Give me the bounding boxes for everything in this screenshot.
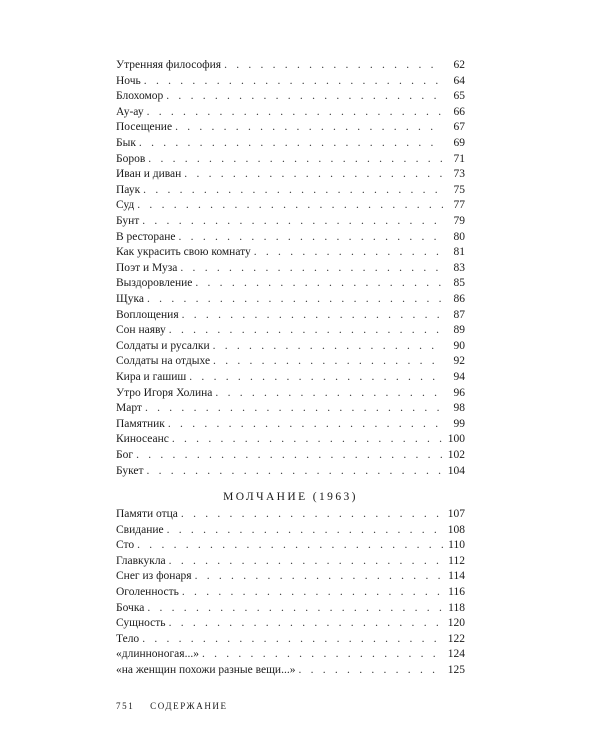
toc-entry-page: 71 bbox=[453, 152, 465, 165]
toc-entry-title: Поэт и Муза bbox=[116, 261, 178, 274]
toc-entry-title: Солдаты на отдыхе bbox=[116, 355, 211, 368]
toc-entry bbox=[116, 229, 465, 245]
toc-entry-title: Сущность bbox=[116, 617, 166, 630]
dot-leader bbox=[148, 151, 443, 167]
dot-leader bbox=[139, 135, 443, 151]
toc-entry-title: Киносеанс bbox=[116, 433, 169, 446]
toc-entry bbox=[116, 631, 465, 647]
dot-leader bbox=[142, 213, 443, 229]
toc-entry bbox=[116, 119, 465, 135]
toc-entry bbox=[116, 57, 465, 73]
toc-entry bbox=[116, 275, 465, 291]
toc-entry-page: 114 bbox=[448, 570, 465, 583]
toc-entry-title: Бунт bbox=[116, 215, 140, 227]
toc-entry bbox=[116, 416, 465, 432]
toc-entry bbox=[116, 104, 465, 120]
dot-leader bbox=[147, 104, 443, 120]
dot-leader bbox=[215, 385, 443, 401]
toc-entry bbox=[116, 568, 465, 584]
toc-entry-page: 75 bbox=[453, 183, 465, 196]
toc-entry-title: Бочка bbox=[116, 601, 145, 614]
dot-leader bbox=[142, 631, 443, 647]
toc-entry-page: 96 bbox=[453, 386, 465, 399]
toc-entry-page: 90 bbox=[453, 339, 465, 352]
toc-entry bbox=[116, 400, 465, 416]
toc-entry-title: Тело bbox=[116, 632, 140, 645]
toc-entry-title: Иван и диван bbox=[116, 168, 182, 181]
dot-leader bbox=[195, 568, 443, 584]
toc-entry-title: «длинноногая...» bbox=[116, 648, 199, 661]
toc-entry-title: Памятник bbox=[116, 417, 165, 430]
toc-entry-page: 66 bbox=[453, 105, 465, 118]
toc-entry bbox=[116, 73, 465, 89]
dot-leader bbox=[147, 291, 443, 307]
toc-entry-page: 104 bbox=[447, 464, 465, 477]
dot-leader bbox=[202, 646, 443, 662]
toc-entry bbox=[116, 615, 465, 631]
toc-entry-page: 110 bbox=[448, 539, 465, 552]
toc-entry-title: Блохомор bbox=[116, 90, 164, 103]
toc-entry-page: 100 bbox=[447, 433, 465, 446]
dot-leader bbox=[168, 416, 443, 432]
toc-entry-page: 80 bbox=[453, 230, 465, 243]
toc-entry bbox=[116, 182, 465, 198]
dot-leader bbox=[179, 229, 443, 245]
toc-entry bbox=[116, 537, 465, 553]
toc-entry-page: 62 bbox=[453, 59, 465, 71]
toc-entry-title: Утренняя философия bbox=[116, 59, 222, 71]
toc-entry bbox=[116, 506, 465, 522]
toc-entry-page: 108 bbox=[447, 523, 465, 536]
toc-entry-page: 107 bbox=[447, 508, 465, 520]
page-number: 751 bbox=[116, 701, 135, 711]
toc-entry bbox=[116, 135, 465, 151]
toc-entry-title: Паук bbox=[116, 183, 141, 196]
toc-entry bbox=[116, 322, 465, 338]
dot-leader bbox=[213, 353, 443, 369]
toc-entry bbox=[116, 385, 465, 401]
toc-entry-page: 125 bbox=[447, 664, 465, 676]
toc-entry-page: 98 bbox=[453, 402, 465, 415]
toc-entry-page: 87 bbox=[453, 308, 465, 321]
toc-entry-title: В ресторане bbox=[116, 230, 176, 243]
toc-entry-page: 65 bbox=[453, 90, 465, 103]
toc-entry-page: 69 bbox=[453, 137, 465, 149]
dot-leader bbox=[136, 447, 443, 463]
toc-entry-title: «на женщин похожи разные вещи...» bbox=[116, 664, 296, 676]
toc-entry bbox=[116, 369, 465, 385]
toc-entry bbox=[116, 166, 465, 182]
toc-entry-title: Бог bbox=[116, 449, 134, 461]
toc-entry bbox=[116, 291, 465, 307]
dot-leader bbox=[144, 73, 443, 89]
toc-entry-title: Букет bbox=[116, 464, 144, 477]
dot-leader bbox=[182, 584, 443, 600]
toc-entry bbox=[116, 151, 465, 167]
toc-entry bbox=[116, 197, 465, 213]
toc-entry bbox=[116, 662, 465, 678]
toc-entry bbox=[116, 553, 465, 569]
toc-entry-page: 94 bbox=[453, 371, 465, 383]
toc-entry bbox=[116, 463, 465, 479]
toc-entry-title: Солдаты и русалки bbox=[116, 339, 210, 352]
dot-leader bbox=[137, 197, 443, 213]
toc-entry-title: Выздоровление bbox=[116, 277, 193, 290]
toc-entry-title: Сон наяву bbox=[116, 324, 166, 337]
running-head: СОДЕРЖАНИЕ bbox=[150, 701, 228, 711]
toc-entry-title: Боров bbox=[116, 152, 146, 165]
dot-leader bbox=[169, 615, 443, 631]
toc-entry-title: Снег из фонаря bbox=[116, 570, 192, 583]
toc-entry-page: 120 bbox=[447, 617, 465, 630]
toc-entry-page: 112 bbox=[448, 554, 465, 567]
dot-leader bbox=[189, 369, 443, 385]
dot-leader bbox=[172, 431, 443, 447]
toc-entry bbox=[116, 338, 465, 354]
dot-leader bbox=[145, 400, 443, 416]
toc-entry-title: Суд bbox=[116, 199, 135, 212]
toc-entry-page: 99 bbox=[453, 417, 465, 430]
toc-entry-page: 64 bbox=[453, 74, 465, 87]
toc-entry-page: 85 bbox=[453, 277, 465, 290]
toc-entry-title: Утро Игоря Холина bbox=[116, 386, 213, 399]
toc-entry-page: 73 bbox=[453, 168, 465, 181]
toc-entry-title: Бык bbox=[116, 137, 136, 149]
toc-entry-page: 77 bbox=[453, 199, 465, 212]
dot-leader bbox=[184, 166, 443, 182]
toc-entry bbox=[116, 307, 465, 323]
toc-entry bbox=[116, 584, 465, 600]
toc-entry bbox=[116, 431, 465, 447]
toc-entry-title: Оголенность bbox=[116, 586, 179, 598]
toc-entry bbox=[116, 600, 465, 616]
toc-entry-page: 92 bbox=[453, 355, 465, 368]
toc-entry bbox=[116, 353, 465, 369]
toc-entry-title: Ночь bbox=[116, 74, 141, 87]
dot-leader bbox=[167, 522, 443, 538]
toc-entry-title: Март bbox=[116, 402, 142, 415]
toc-entry bbox=[116, 522, 465, 538]
toc-entry-title: Свидание bbox=[116, 523, 164, 536]
toc-entry-page: 79 bbox=[453, 215, 465, 227]
dot-leader bbox=[213, 338, 443, 354]
toc-entry-title: Воплощения bbox=[116, 308, 179, 321]
toc-entry bbox=[116, 213, 465, 229]
toc-entry-title: Сто bbox=[116, 539, 135, 552]
toc-entry-page: 122 bbox=[447, 632, 465, 645]
toc-entry-title: Как украсить свою комнату bbox=[116, 246, 251, 259]
toc-entry-title: Посещение bbox=[116, 121, 173, 134]
dot-leader bbox=[143, 182, 443, 198]
toc-entry-page: 124 bbox=[447, 648, 465, 661]
toc-entry-page: 86 bbox=[453, 293, 465, 305]
dot-leader bbox=[147, 600, 443, 616]
toc-entry-title: Главкукла bbox=[116, 554, 166, 567]
toc-entry bbox=[116, 88, 465, 104]
toc-entry-page: 81 bbox=[453, 246, 465, 259]
toc-entry bbox=[116, 244, 465, 260]
toc-entry bbox=[116, 447, 465, 463]
dot-leader bbox=[169, 553, 443, 569]
toc-entry bbox=[116, 260, 465, 276]
dot-leader bbox=[169, 322, 443, 338]
dot-leader bbox=[166, 88, 443, 104]
dot-leader bbox=[147, 463, 444, 479]
toc-entry-page: 102 bbox=[447, 449, 465, 461]
toc-entry bbox=[116, 646, 465, 662]
toc-entry-page: 67 bbox=[453, 121, 465, 134]
toc-entry-page: 83 bbox=[453, 261, 465, 274]
dot-leader bbox=[195, 275, 443, 291]
dot-leader bbox=[181, 506, 443, 522]
page-footer bbox=[116, 700, 228, 712]
toc-entry-page: 116 bbox=[448, 586, 465, 598]
toc-entry-title: Памяти отца bbox=[116, 508, 178, 520]
toc-entry-page: 89 bbox=[453, 324, 465, 337]
dot-leader bbox=[298, 662, 443, 678]
dot-leader bbox=[224, 57, 443, 73]
dot-leader bbox=[182, 307, 443, 323]
toc-entry-title: Ау-ау bbox=[116, 105, 144, 118]
section-heading: МОЛЧАНИЕ (1963) bbox=[223, 491, 358, 503]
dot-leader bbox=[175, 119, 443, 135]
dot-leader bbox=[254, 244, 443, 260]
toc-entry-title: Кира и гашиш bbox=[116, 371, 187, 383]
toc-entry-title: Щука bbox=[116, 293, 145, 305]
toc-entry-page: 118 bbox=[448, 601, 465, 614]
dot-leader bbox=[137, 537, 443, 553]
dot-leader bbox=[180, 260, 443, 276]
